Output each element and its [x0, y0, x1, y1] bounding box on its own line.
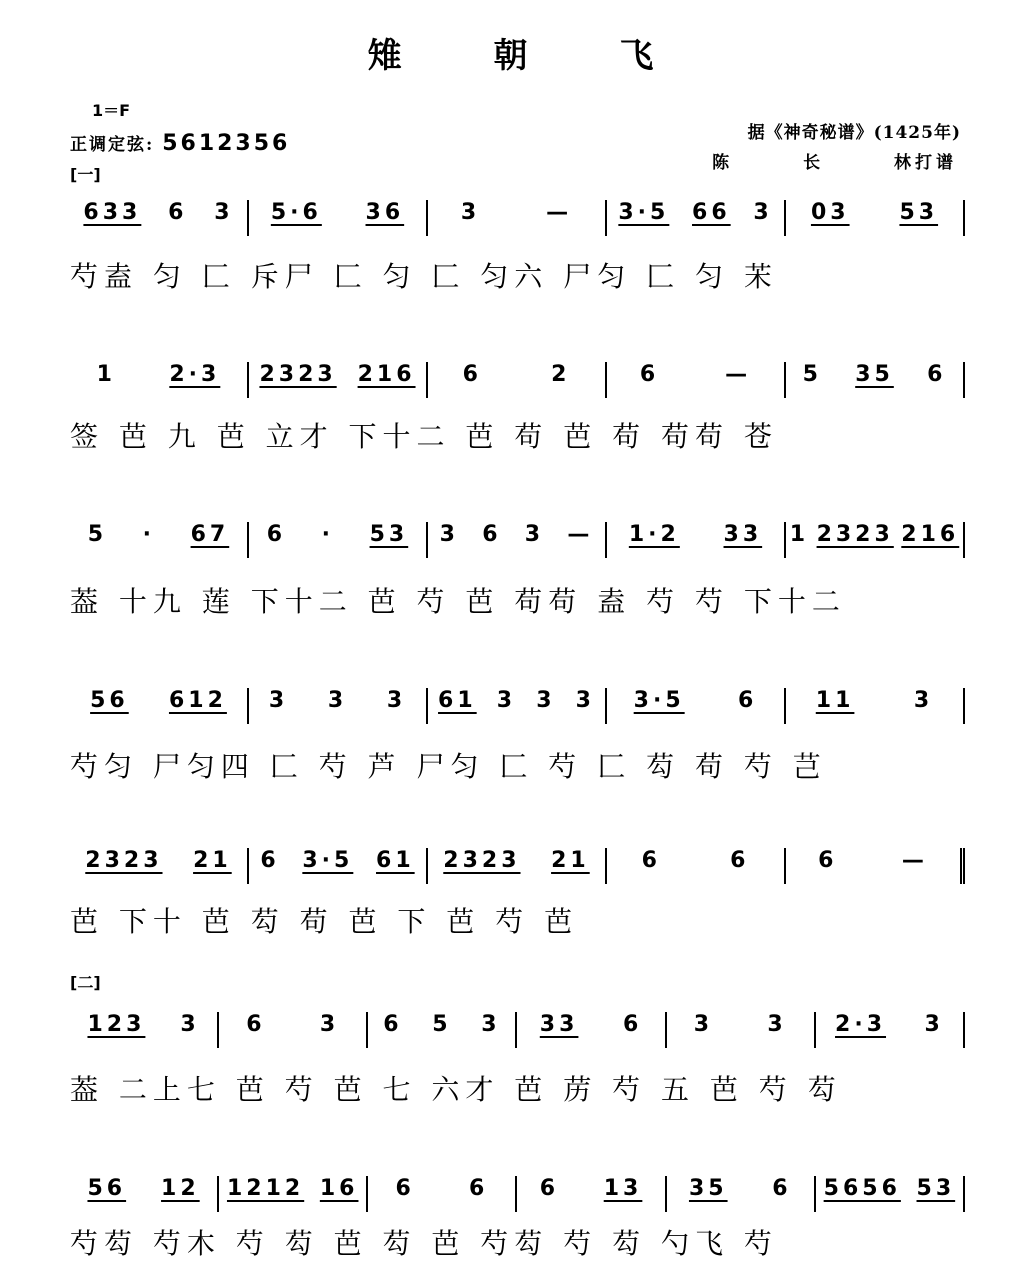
note-group: 56	[90, 688, 129, 713]
notation-row	[70, 688, 965, 738]
note-group: 61	[376, 848, 415, 873]
note-group: 11	[815, 688, 855, 713]
note-group: 3	[524, 522, 545, 547]
note-group: 6	[266, 522, 287, 547]
note-group: 35	[688, 1176, 728, 1201]
note-group: 3·5	[618, 200, 670, 225]
tablature-row: 葢 二上七 芭 芍 芭 七 六才 芭 苈 芍 五 芭 芍 芶	[70, 1073, 842, 1106]
measure	[518, 1176, 667, 1212]
note-group: 33	[539, 1012, 579, 1037]
measure	[428, 848, 607, 884]
note-group: 3	[180, 1012, 200, 1037]
arranger-name-3: 林打谱	[894, 153, 957, 173]
note-group: 3	[913, 688, 934, 713]
note-group: 6	[383, 1012, 403, 1037]
measure	[816, 1176, 965, 1212]
measure	[667, 1012, 816, 1048]
note-group: 6	[927, 362, 947, 387]
notation-row	[70, 200, 965, 250]
section-label-1: [一]	[70, 165, 101, 184]
note-group: 3	[575, 688, 595, 713]
sustain-dash: —	[567, 522, 594, 547]
note-group: 6	[738, 688, 758, 713]
note-group: 5	[432, 1012, 452, 1037]
measure	[70, 1176, 219, 1212]
arranger-name-2: 长	[803, 153, 825, 173]
note-group: 61	[438, 688, 477, 713]
note-group: 5	[87, 522, 108, 547]
note-group: 216	[357, 362, 416, 387]
note-group: 66	[692, 200, 731, 225]
note-group: 1	[96, 362, 116, 387]
note-group: 3	[268, 688, 289, 713]
measure	[219, 1012, 368, 1048]
note-group: 3	[386, 688, 407, 713]
note-group: 21	[193, 848, 232, 873]
measure	[816, 1012, 965, 1048]
notation-row	[70, 362, 965, 412]
note-group: 2323	[259, 362, 337, 387]
note-group: 3	[319, 1012, 340, 1037]
note-group: 216	[901, 522, 960, 547]
measure	[70, 848, 249, 884]
tablature-row: 芭 下十 芭 芶 苟 芭 下 芭 芍 芭	[70, 905, 579, 938]
measure	[70, 1012, 219, 1048]
note-group: 6	[623, 1012, 643, 1037]
key-signature: 1＝F	[92, 101, 131, 120]
arranger-name-1: 陈	[712, 153, 734, 173]
note-group: 1212	[226, 1176, 305, 1201]
measure	[368, 1176, 517, 1212]
arranger-credit	[712, 148, 957, 173]
note-group: 3	[439, 522, 459, 547]
note-group: 6	[246, 1012, 266, 1037]
measure	[786, 848, 965, 884]
note-group: 6	[539, 1176, 560, 1201]
sustain-dash: —	[546, 200, 573, 225]
piece-title: 雉 朝 飞	[367, 36, 694, 76]
notation-row	[70, 848, 965, 898]
note-group: 6	[462, 362, 482, 387]
measure	[428, 522, 607, 558]
note-group: 3	[481, 1012, 501, 1037]
note-group: 2323	[443, 848, 521, 873]
measure	[518, 1012, 667, 1048]
measure	[607, 522, 786, 558]
measure	[368, 1012, 517, 1048]
note-group: 13	[603, 1176, 643, 1201]
sustain-dash: —	[901, 848, 928, 873]
note-group: 1	[789, 522, 810, 547]
note-group: 2	[551, 362, 571, 387]
note-group: 6	[818, 848, 838, 873]
note-group: 3	[327, 688, 348, 713]
note-group: 6	[469, 1176, 489, 1201]
note-group: 53	[369, 522, 409, 547]
note-group: 16	[319, 1176, 359, 1201]
note-group: 6	[168, 200, 188, 225]
note-group: 56	[87, 1176, 127, 1201]
note-group: 6	[395, 1176, 415, 1201]
note-group: 03	[810, 200, 850, 225]
note-group: 3	[496, 688, 517, 713]
note-group: 5	[802, 362, 822, 387]
measure	[249, 200, 428, 236]
measure	[786, 200, 965, 236]
tablature-row: 芍芶 芍木 芍 芶 芭 芶 芭 芍芶 芍 芶 勺飞 芍	[70, 1227, 778, 1260]
measure	[249, 522, 428, 558]
note-group: 3	[924, 1012, 944, 1037]
measure	[786, 522, 965, 558]
measure	[428, 688, 607, 724]
note-group: 3	[536, 688, 556, 713]
note-group: 6	[772, 1176, 792, 1201]
source-reference: 据《神奇秘谱》(1425年)	[747, 123, 961, 143]
note-group: 53	[899, 200, 939, 225]
tablature-row: 芍匀 尸匀四 匚 芍 芦 尸匀 匚 芍 匚 芶 苟 芍 芑	[70, 750, 827, 783]
note-group: 6	[260, 848, 280, 873]
measure	[70, 362, 249, 398]
sustain-dash: —	[725, 362, 752, 387]
measure	[70, 200, 249, 236]
note-group: 633	[83, 200, 142, 225]
note-group: 123	[87, 1012, 146, 1037]
measure	[249, 688, 428, 724]
tablature-row: 葢 十九 莲 下十二 芭 芍 芭 苟苟 盍 芍 芍 下十二	[70, 585, 846, 618]
measure	[607, 688, 786, 724]
measure	[607, 848, 786, 884]
note-group: 3	[693, 1012, 714, 1037]
section-label-2: [二]	[70, 973, 101, 992]
notation-row	[70, 1176, 965, 1226]
measure	[70, 522, 249, 558]
note-group: 2·3	[835, 1012, 887, 1037]
note-group: 612	[168, 688, 227, 713]
measure	[667, 1176, 816, 1212]
measure	[428, 362, 607, 398]
note-group: 1·2	[628, 522, 680, 547]
note-group: ·	[142, 522, 156, 547]
note-group: 3	[753, 200, 773, 225]
tuning-label: 正调定弦:	[70, 135, 155, 155]
note-group: 3·5	[302, 848, 354, 873]
measure	[786, 688, 965, 724]
measure	[249, 362, 428, 398]
tuning	[70, 130, 290, 156]
notation-row	[70, 522, 965, 572]
measure	[607, 200, 786, 236]
note-group: 3	[460, 200, 481, 225]
note-group: 3	[214, 200, 234, 225]
measure	[249, 848, 428, 884]
note-group: 5656	[823, 1176, 901, 1201]
note-group: 3·5	[633, 688, 685, 713]
note-group: 35	[855, 362, 894, 387]
note-group: 5·6	[270, 200, 322, 225]
tablature-row: 签 芭 九 芭 立才 下十二 芭 苟 芭 苟 苟苟 苍	[70, 420, 778, 453]
measure	[70, 688, 249, 724]
note-group: 3	[767, 1012, 787, 1037]
measure	[428, 200, 607, 236]
note-group: 21	[551, 848, 590, 873]
note-group: 36	[365, 200, 405, 225]
note-group: 6	[641, 848, 661, 873]
note-group: 67	[190, 522, 230, 547]
tuning-notes: 5612356	[162, 131, 291, 156]
note-group: 2·3	[169, 362, 221, 387]
note-group: 53	[916, 1176, 956, 1201]
note-group: 6	[639, 362, 660, 387]
measure	[786, 362, 965, 398]
notation-row	[70, 1012, 965, 1062]
note-group: ·	[321, 522, 335, 547]
note-group: 2323	[816, 522, 894, 547]
note-group: 2323	[85, 848, 163, 873]
measure	[219, 1176, 368, 1212]
note-group: 33	[723, 522, 763, 547]
note-group: 12	[161, 1176, 200, 1201]
measure	[607, 362, 786, 398]
note-group: 6	[730, 848, 750, 873]
note-group: 6	[482, 522, 502, 547]
tablature-row: 芍盍 匀 匚 斥尸 匚 匀 匚 匀六 尸匀 匚 匀 㭉	[70, 260, 778, 293]
